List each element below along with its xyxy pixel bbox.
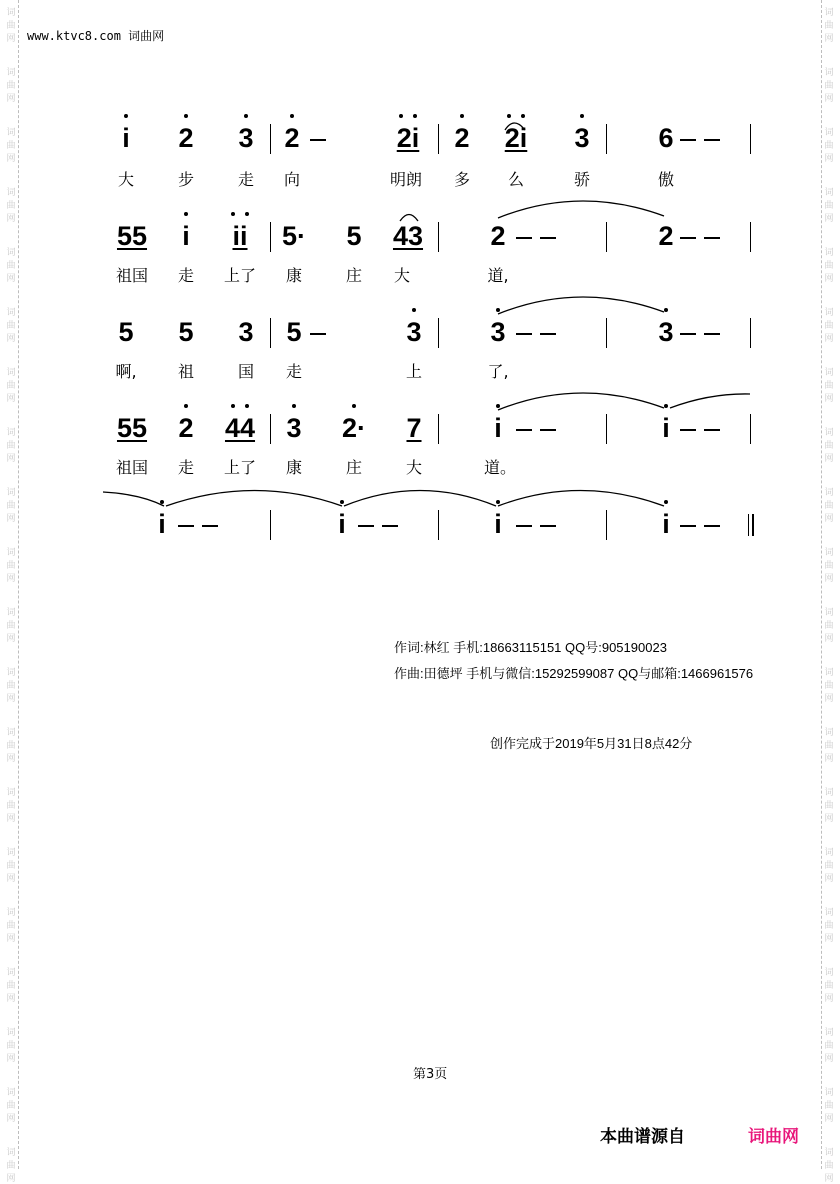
watermark-glyph: 曲	[824, 1041, 834, 1051]
watermark-glyph: 网	[6, 394, 16, 404]
watermark-glyph: 词	[6, 488, 16, 498]
watermark-glyph: 词	[824, 908, 834, 918]
lyric-syllable: 康	[285, 458, 303, 477]
watermark-glyph: 词	[824, 548, 834, 558]
watermark-glyph: 曲	[6, 381, 16, 391]
jianpu-note: 2	[178, 123, 194, 153]
watermark-glyph: 曲	[824, 441, 834, 451]
jianpu-note: i	[662, 413, 670, 443]
watermark-glyph: 词	[6, 608, 16, 618]
watermark-glyph: 网	[824, 874, 834, 884]
watermark-glyph: 词	[6, 428, 16, 438]
watermark-glyph: 词	[824, 368, 834, 378]
watermark-glyph: 网	[824, 574, 834, 584]
watermark-glyph: 词	[824, 788, 834, 798]
watermark-glyph: 词	[824, 188, 834, 198]
watermark-glyph: 曲	[6, 561, 16, 571]
jianpu-note: 5	[178, 317, 194, 347]
watermark-glyph: 网	[6, 994, 16, 1004]
watermark-glyph: 网	[6, 874, 16, 884]
watermark-glyph: 词	[6, 1148, 16, 1158]
composer-credit: 作曲:田德坪 手机与微信:15292599087 QQ与邮箱:1466961576	[394, 666, 754, 681]
watermark-glyph: 网	[824, 634, 834, 644]
watermark-glyph: 网	[824, 694, 834, 704]
watermark-glyph: 词	[6, 1028, 16, 1038]
lyric-syllable: 走	[237, 170, 255, 189]
jianpu-note: i	[494, 509, 502, 539]
watermark-glyph: 词	[6, 728, 16, 738]
jianpu-note: 3	[238, 123, 254, 153]
watermark-glyph: 词	[6, 188, 16, 198]
watermark-glyph: 网	[824, 34, 834, 44]
watermark-glyph: 网	[6, 154, 16, 164]
jianpu-note: 55	[116, 413, 148, 443]
watermark-glyph: 词	[6, 968, 16, 978]
watermark-glyph: 曲	[6, 141, 16, 151]
watermark-glyph: 网	[6, 934, 16, 944]
watermark-glyph: 网	[6, 274, 16, 284]
lyric-syllable: 祖国	[115, 458, 149, 477]
watermark-glyph: 网	[824, 1174, 834, 1184]
jianpu-note: 2i	[504, 123, 528, 153]
lyric-syllable: 上了	[223, 458, 257, 477]
watermark-glyph: 词	[6, 308, 16, 318]
jianpu-note: 5·	[281, 221, 307, 251]
watermark-glyph: 曲	[6, 981, 16, 991]
jianpu-note: 3	[574, 123, 590, 153]
watermark-glyph: 词	[824, 608, 834, 618]
watermark-glyph: 曲	[824, 981, 834, 991]
watermark-glyph: 曲	[6, 1041, 16, 1051]
lyric-syllable: 么	[507, 170, 525, 189]
lyric-syllable: 康	[285, 266, 303, 285]
tie-slur	[498, 297, 664, 314]
watermark-glyph: 曲	[824, 561, 834, 571]
watermark-glyph: 词	[824, 428, 834, 438]
tie-slur	[505, 123, 525, 130]
watermark-glyph: 曲	[6, 921, 16, 931]
lyric-syllable: 了,	[487, 362, 509, 381]
watermark-glyph: 词	[824, 1148, 834, 1158]
watermark-glyph: 曲	[824, 741, 834, 751]
lyricist-credit: 作词:林红 手机:18663115151 QQ号:905190023	[394, 640, 667, 655]
jianpu-note: 3	[286, 413, 302, 443]
jianpu-note: i	[338, 509, 346, 539]
watermark-glyph: 网	[824, 754, 834, 764]
watermark-glyph: 网	[6, 634, 16, 644]
tie-slur	[344, 491, 496, 507]
completion-date: 创作完成于2019年5月31日8点42分	[490, 736, 693, 751]
watermark-glyph: 曲	[824, 861, 834, 871]
tie-slur	[103, 492, 164, 506]
lyric-syllable: 上了	[223, 266, 257, 285]
watermark-glyph: 网	[6, 514, 16, 524]
watermark-glyph: 网	[824, 1114, 834, 1124]
jianpu-note: 2i	[396, 123, 420, 153]
jianpu-note: 2	[454, 123, 470, 153]
source-site-link[interactable]: 词曲网	[748, 1127, 799, 1147]
watermark-glyph: 曲	[824, 321, 834, 331]
jianpu-note: 5	[286, 317, 302, 347]
tie-slur	[498, 491, 664, 507]
watermark-glyph: 网	[6, 814, 16, 824]
watermark-glyph: 网	[824, 154, 834, 164]
watermark-glyph: 曲	[824, 801, 834, 811]
watermark-glyph: 曲	[6, 861, 16, 871]
watermark-glyph: 曲	[6, 741, 16, 751]
watermark-glyph: 词	[824, 488, 834, 498]
jianpu-note: 2	[490, 221, 506, 251]
lyric-syllable: 道,	[487, 266, 509, 285]
watermark-glyph: 曲	[824, 201, 834, 211]
jianpu-note: i	[662, 509, 670, 539]
lyric-syllable: 多	[453, 170, 471, 189]
watermark-glyph: 词	[6, 668, 16, 678]
lyric-syllable: 庄	[345, 458, 363, 477]
watermark-glyph: 词	[824, 848, 834, 858]
watermark-glyph: 词	[6, 8, 16, 18]
lyric-syllable: 啊,	[115, 362, 137, 381]
watermark-glyph: 词	[824, 248, 834, 258]
jianpu-note: 2	[658, 221, 674, 251]
watermark-glyph: 曲	[6, 21, 16, 31]
lyric-syllable: 道。	[483, 458, 517, 477]
jianpu-note: 3	[490, 317, 506, 347]
jianpu-note: 5	[118, 317, 134, 347]
watermark-glyph: 曲	[824, 621, 834, 631]
watermark-glyph: 词	[6, 548, 16, 558]
watermark-glyph: 曲	[824, 681, 834, 691]
jianpu-note: 2·	[341, 413, 367, 443]
watermark-glyph: 网	[6, 34, 16, 44]
watermark-glyph: 词	[824, 1088, 834, 1098]
watermark-glyph: 曲	[6, 1101, 16, 1111]
lyric-syllable: 大	[117, 170, 135, 189]
source-label: 本曲谱源自	[600, 1127, 685, 1147]
watermark-glyph: 网	[6, 754, 16, 764]
lyric-syllable: 向	[283, 170, 301, 189]
watermark-glyph: 曲	[6, 201, 16, 211]
tie-slur	[498, 393, 664, 410]
watermark-glyph: 网	[824, 514, 834, 524]
jianpu-note: 3	[238, 317, 254, 347]
watermark-glyph: 词	[824, 728, 834, 738]
lyric-syllable: 上	[405, 362, 423, 381]
watermark-glyph: 曲	[6, 321, 16, 331]
watermark-glyph: 网	[6, 94, 16, 104]
page-number: 第3页	[413, 1067, 448, 1082]
jianpu-note: ii	[232, 221, 248, 251]
watermark-glyph: 网	[824, 934, 834, 944]
lyric-syllable: 走	[177, 266, 195, 285]
watermark-glyph: 词	[6, 1088, 16, 1098]
jianpu-note: i	[158, 509, 166, 539]
tie-slur	[670, 394, 750, 408]
watermark-glyph: 词	[6, 128, 16, 138]
jianpu-note: 43	[392, 221, 424, 251]
watermark-glyph: 网	[824, 214, 834, 224]
watermark-glyph: 曲	[824, 81, 834, 91]
lyric-syllable: 傲	[657, 170, 675, 189]
lyric-syllable: 庄	[345, 266, 363, 285]
lyric-syllable: 走	[285, 362, 303, 381]
lyric-syllable: 步	[177, 170, 195, 189]
tie-slur	[400, 215, 418, 222]
jianpu-note: 6	[658, 123, 674, 153]
watermark-glyph: 词	[824, 308, 834, 318]
watermark-glyph: 曲	[824, 261, 834, 271]
lyric-syllable: 国	[237, 362, 255, 381]
watermark-glyph: 曲	[824, 1161, 834, 1171]
watermark-glyph: 词	[824, 8, 834, 18]
watermark-glyph: 曲	[824, 21, 834, 31]
watermark-glyph: 词	[6, 848, 16, 858]
lyric-syllable: 祖	[177, 362, 195, 381]
jianpu-note: 44	[224, 413, 256, 443]
watermark-glyph: 曲	[824, 381, 834, 391]
lyric-syllable: 明朗	[389, 170, 423, 189]
watermark-glyph: 词	[824, 668, 834, 678]
watermark-glyph: 网	[824, 1054, 834, 1064]
watermark-glyph: 词	[6, 908, 16, 918]
jianpu-note: i	[122, 123, 130, 153]
watermark-glyph: 词	[824, 1028, 834, 1038]
watermark-glyph: 网	[824, 814, 834, 824]
watermark-glyph: 词	[6, 68, 16, 78]
watermark-glyph: 词	[824, 68, 834, 78]
jianpu-note: 2	[178, 413, 194, 443]
watermark-glyph: 词	[824, 968, 834, 978]
watermark-glyph: 曲	[6, 621, 16, 631]
tie-slur	[498, 201, 664, 218]
watermark-glyph: 词	[6, 248, 16, 258]
watermark-glyph: 曲	[6, 801, 16, 811]
watermark-glyph: 曲	[6, 81, 16, 91]
watermark-glyph: 网	[6, 334, 16, 344]
jianpu-note: 5	[346, 221, 362, 251]
watermark-glyph: 网	[824, 454, 834, 464]
watermark-glyph: 曲	[6, 441, 16, 451]
watermark-glyph: 曲	[824, 921, 834, 931]
watermark-glyph: 曲	[6, 681, 16, 691]
watermark-glyph: 曲	[824, 1101, 834, 1111]
jianpu-note: i	[494, 413, 502, 443]
watermark-glyph: 网	[824, 94, 834, 104]
lyric-syllable: 骄	[573, 170, 591, 189]
jianpu-note: 55	[116, 221, 148, 251]
lyric-syllable: 大	[393, 266, 411, 285]
watermark-glyph: 曲	[6, 501, 16, 511]
jianpu-note: 7	[406, 413, 422, 443]
watermark-glyph: 网	[6, 454, 16, 464]
watermark-glyph: 网	[6, 214, 16, 224]
watermark-glyph: 网	[6, 694, 16, 704]
lyric-syllable: 走	[177, 458, 195, 477]
watermark-glyph: 网	[824, 994, 834, 1004]
watermark-glyph: 曲	[6, 1161, 16, 1171]
jianpu-note: 2	[284, 123, 300, 153]
watermark-glyph: 网	[824, 334, 834, 344]
watermark-glyph: 曲	[6, 261, 16, 271]
site-header[interactable]: www.ktvc8.com 词曲网	[27, 29, 165, 43]
watermark-glyph: 曲	[824, 501, 834, 511]
tie-slur	[166, 491, 342, 507]
watermark-glyph: 网	[824, 274, 834, 284]
watermark-glyph: 词	[824, 128, 834, 138]
watermark-glyph: 网	[824, 394, 834, 404]
jianpu-note: 3	[406, 317, 422, 347]
watermark-glyph: 词	[6, 788, 16, 798]
jianpu-note: 3	[658, 317, 674, 347]
watermark-glyph: 曲	[824, 141, 834, 151]
jianpu-note: i	[182, 221, 190, 251]
watermark-glyph: 网	[6, 1054, 16, 1064]
watermark-glyph: 网	[6, 1174, 16, 1184]
lyric-syllable: 大	[405, 458, 423, 477]
lyric-syllable: 祖国	[115, 266, 149, 285]
watermark-glyph: 网	[6, 574, 16, 584]
watermark-glyph: 网	[6, 1114, 16, 1124]
watermark-glyph: 词	[6, 368, 16, 378]
